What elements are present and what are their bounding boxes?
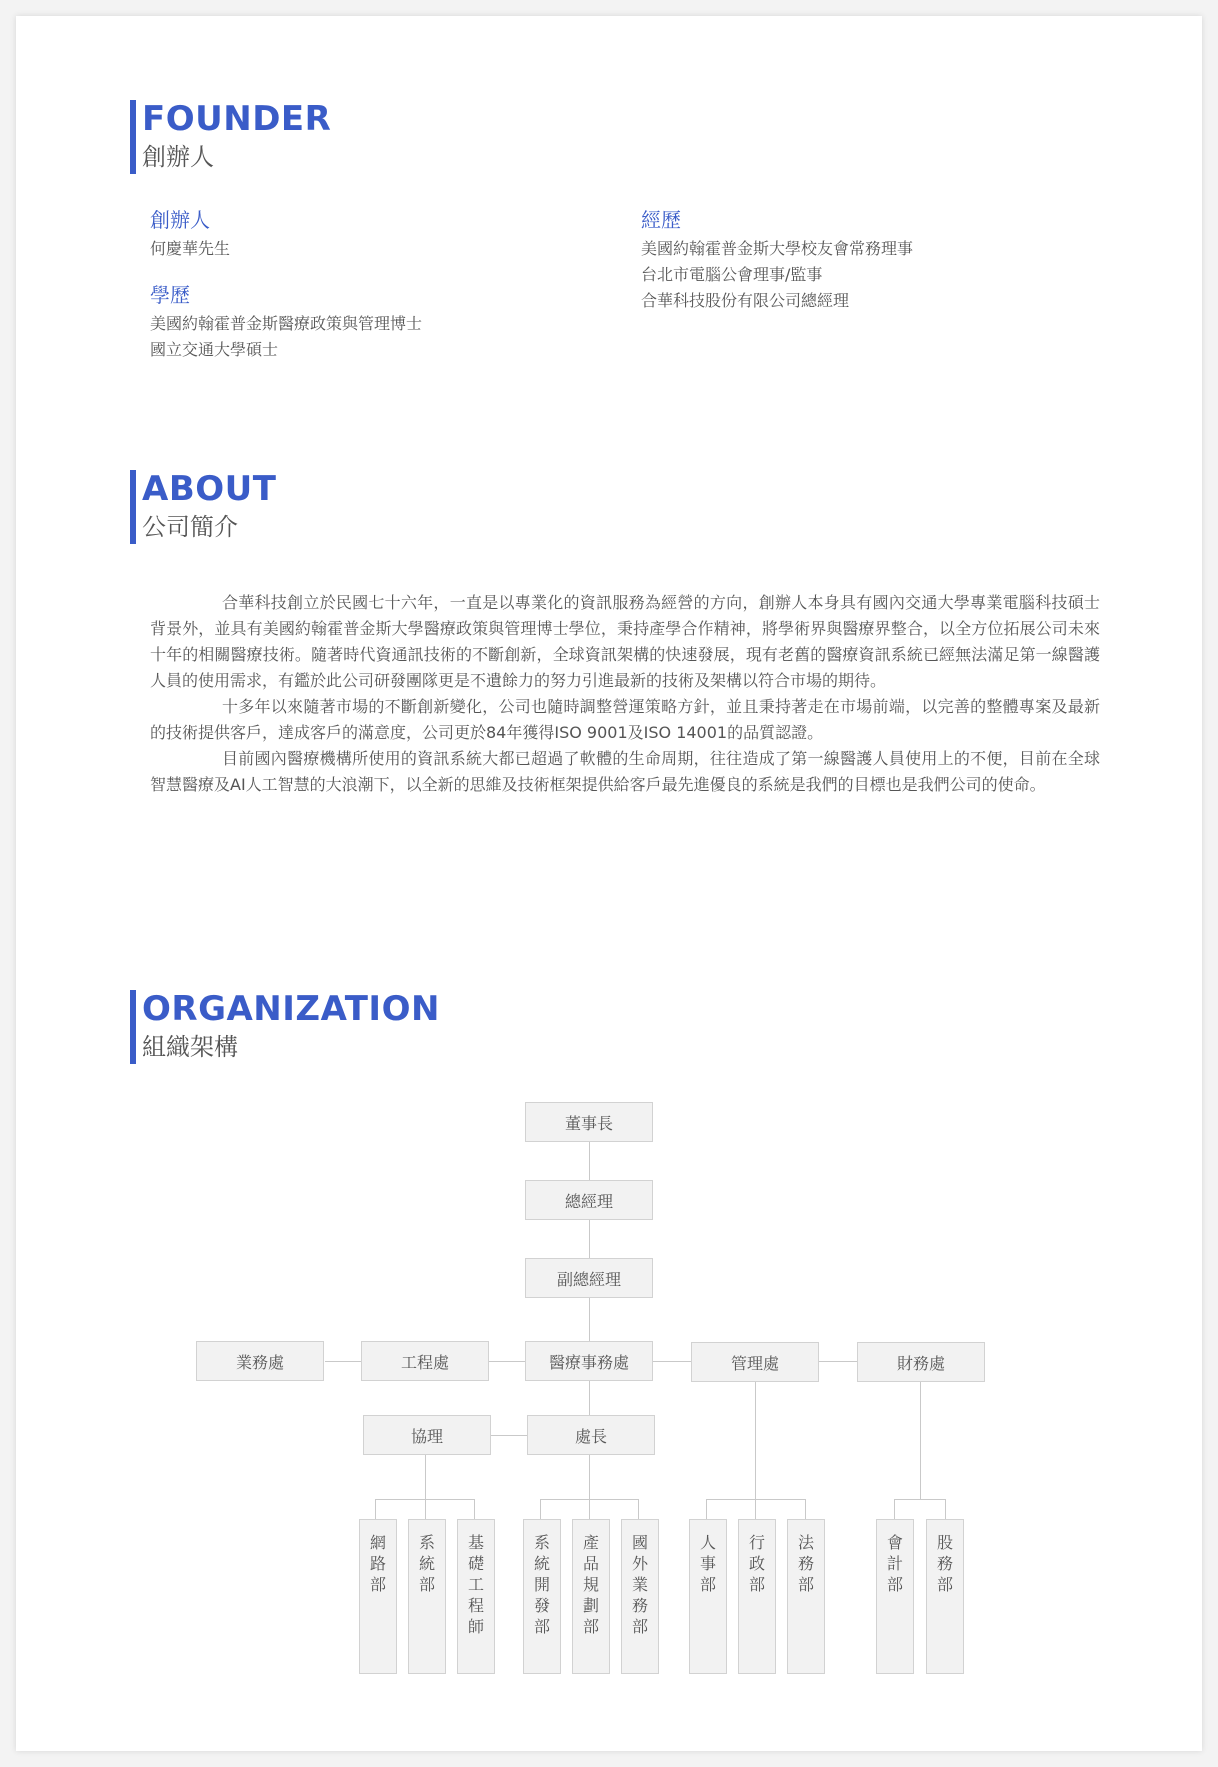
org-dept-char: 系: [533, 1533, 550, 1552]
org-dept-char: 網: [369, 1533, 386, 1552]
org-line: [706, 1499, 806, 1500]
org-dept-char: 基: [467, 1533, 484, 1552]
org-dept-char: 股: [936, 1533, 953, 1552]
org-dept-char: 部: [699, 1575, 716, 1594]
org-line: [755, 1499, 756, 1519]
experience-item: 台北市電腦公會理事/監事: [641, 265, 823, 284]
org-dept-char: 礎: [467, 1554, 484, 1573]
org-line: [706, 1499, 707, 1519]
org-line: [540, 1499, 541, 1519]
org-box-division: 管理處: [691, 1342, 819, 1382]
organization-subtitle: 組織架構: [142, 1033, 238, 1061]
org-dept: [572, 1519, 610, 1674]
education-label: 學歷: [150, 283, 190, 307]
org-box-gm: 總經理: [525, 1180, 653, 1220]
org-line: [375, 1499, 376, 1519]
org-dept-char: 統: [533, 1554, 550, 1573]
org-dept-char: 工: [467, 1575, 484, 1594]
org-dept-char: 人: [699, 1533, 716, 1552]
org-box-division: 財務處: [857, 1342, 985, 1382]
org-dept-char: 路: [369, 1554, 386, 1573]
org-dept-char: 國: [631, 1533, 648, 1552]
org-dept: [738, 1519, 776, 1674]
org-line: [425, 1499, 426, 1519]
org-box-division: 醫療事務處: [525, 1341, 653, 1381]
org-box-division: 業務處: [196, 1341, 324, 1381]
about-paragraph: 十多年以來隨著市場的不斷創新變化，公司也隨時調整營運策略方針，並且秉持著走在市場前端，以完善的整體專案及最新的技術提供客戶，達成客戶的滿意度，公司更於84年獲得ISO 9001及ISO 14001的品質認證。: [150, 697, 1100, 742]
org-dept-char: 事: [699, 1554, 716, 1573]
org-dept: [876, 1519, 914, 1674]
org-box-division: 工程處: [361, 1341, 489, 1381]
org-box-assistant: 協理: [363, 1415, 491, 1455]
org-dept-char: 部: [886, 1575, 903, 1594]
org-dept-char: 務: [797, 1554, 814, 1573]
education-item: 國立交通大學碩士: [150, 340, 279, 359]
org-dept-char: 產: [582, 1533, 599, 1552]
org-dept-char: 部: [369, 1575, 386, 1594]
org-dept-char: 部: [631, 1617, 648, 1636]
org-line: [589, 1454, 590, 1499]
org-dept-char: 統: [418, 1554, 435, 1573]
founder-label: 創辦人: [150, 208, 210, 232]
about-paragraph: 合華科技創立於民國七十六年，一直是以專業化的資訊服務為經營的方向，創辦人本身具有國內交通大學專業電腦科技碩士背景外，並具有美國約翰霍普金斯大學醫療政策與管理博士學位，秉持產學合作精神，將學術界與醫療界整合，以全方位拓展公司未來十年的相關醫療技術。隨著時代資通訊技術的不斷創新，全球資訊架構的快速發展，現有老舊的醫療資訊系統已經無法滿足第一線醫護人員的使用需求，有鑑於此公司研發團隊更是不遺餘力的努力引進最新的技術及架構以符合市場的期待。: [150, 593, 1100, 690]
org-dept: [689, 1519, 727, 1674]
org-line: [820, 1361, 858, 1362]
org-line: [805, 1499, 806, 1519]
org-dept-char: 師: [467, 1617, 484, 1636]
org-line: [755, 1382, 756, 1499]
about-paragraph: 目前國內醫療機構所使用的資訊系統大都已超過了軟體的生命周期，往往造成了第一線醫護人員使用上的不便，目前在全球智慧醫療及AI人工智慧的大浪潮下，以全新的思維及技術框架提供給客戶最先進優良的系統是我們的目標也是我們公司的使命。: [150, 749, 1100, 794]
organization-title: ORGANIZATION: [142, 989, 440, 1029]
org-dept: [523, 1519, 561, 1674]
founder-title: FOUNDER: [142, 99, 332, 139]
org-dept-char: 部: [418, 1575, 435, 1594]
org-dept-char: 務: [936, 1554, 953, 1573]
org-dept-char: 法: [797, 1533, 814, 1552]
org-dept-char: 品: [582, 1554, 599, 1573]
org-dept-char: 業: [631, 1575, 648, 1594]
org-dept: [787, 1519, 825, 1674]
org-dept-char: 部: [533, 1617, 550, 1636]
org-dept-char: 部: [582, 1617, 599, 1636]
org-line: [894, 1499, 895, 1519]
org-dept: [408, 1519, 446, 1674]
org-line: [474, 1499, 475, 1519]
org-line: [920, 1382, 921, 1499]
founder-subtitle: 創辦人: [142, 143, 214, 171]
org-dept-char: 部: [936, 1575, 953, 1594]
org-dept: [359, 1519, 397, 1674]
about-title: ABOUT: [142, 469, 277, 509]
org-line: [589, 1499, 590, 1519]
org-line: [894, 1499, 946, 1500]
org-dept-char: 部: [797, 1575, 814, 1594]
org-dept-char: 務: [631, 1596, 648, 1615]
experience-item: 美國約翰霍普金斯大學校友會常務理事: [641, 239, 914, 258]
experience-item: 合華科技股份有限公司總經理: [641, 291, 850, 310]
org-dept-char: 發: [533, 1596, 550, 1615]
org-dept-char: 行: [748, 1533, 765, 1552]
org-box-chairman: 董事長: [525, 1102, 653, 1142]
org-dept-char: 會: [886, 1533, 903, 1552]
about-subtitle: 公司簡介: [142, 513, 238, 541]
org-dept-char: 規: [582, 1575, 599, 1594]
education-item: 美國約翰霍普金斯醫療政策與管理博士: [150, 314, 423, 333]
org-dept-char: 部: [748, 1575, 765, 1594]
org-dept-char: 系: [418, 1533, 435, 1552]
org-line: [945, 1499, 946, 1519]
org-dept-char: 劃: [582, 1596, 599, 1615]
founder-name: 何慶華先生: [150, 239, 231, 258]
org-dept: [457, 1519, 495, 1674]
org-dept-char: 政: [748, 1554, 765, 1573]
org-line: [491, 1435, 527, 1436]
org-box-deputy-gm: 副總經理: [525, 1258, 653, 1298]
org-dept-char: 開: [533, 1575, 550, 1594]
org-box-director: 處長: [527, 1415, 655, 1455]
org-line: [425, 1454, 426, 1499]
experience-label: 經歷: [641, 208, 681, 232]
org-dept-char: 外: [631, 1554, 648, 1573]
org-dept: [621, 1519, 659, 1674]
org-dept-char: 計: [886, 1554, 903, 1573]
org-line: [638, 1499, 639, 1519]
org-dept-char: 程: [467, 1596, 484, 1615]
org-dept: [926, 1519, 964, 1674]
